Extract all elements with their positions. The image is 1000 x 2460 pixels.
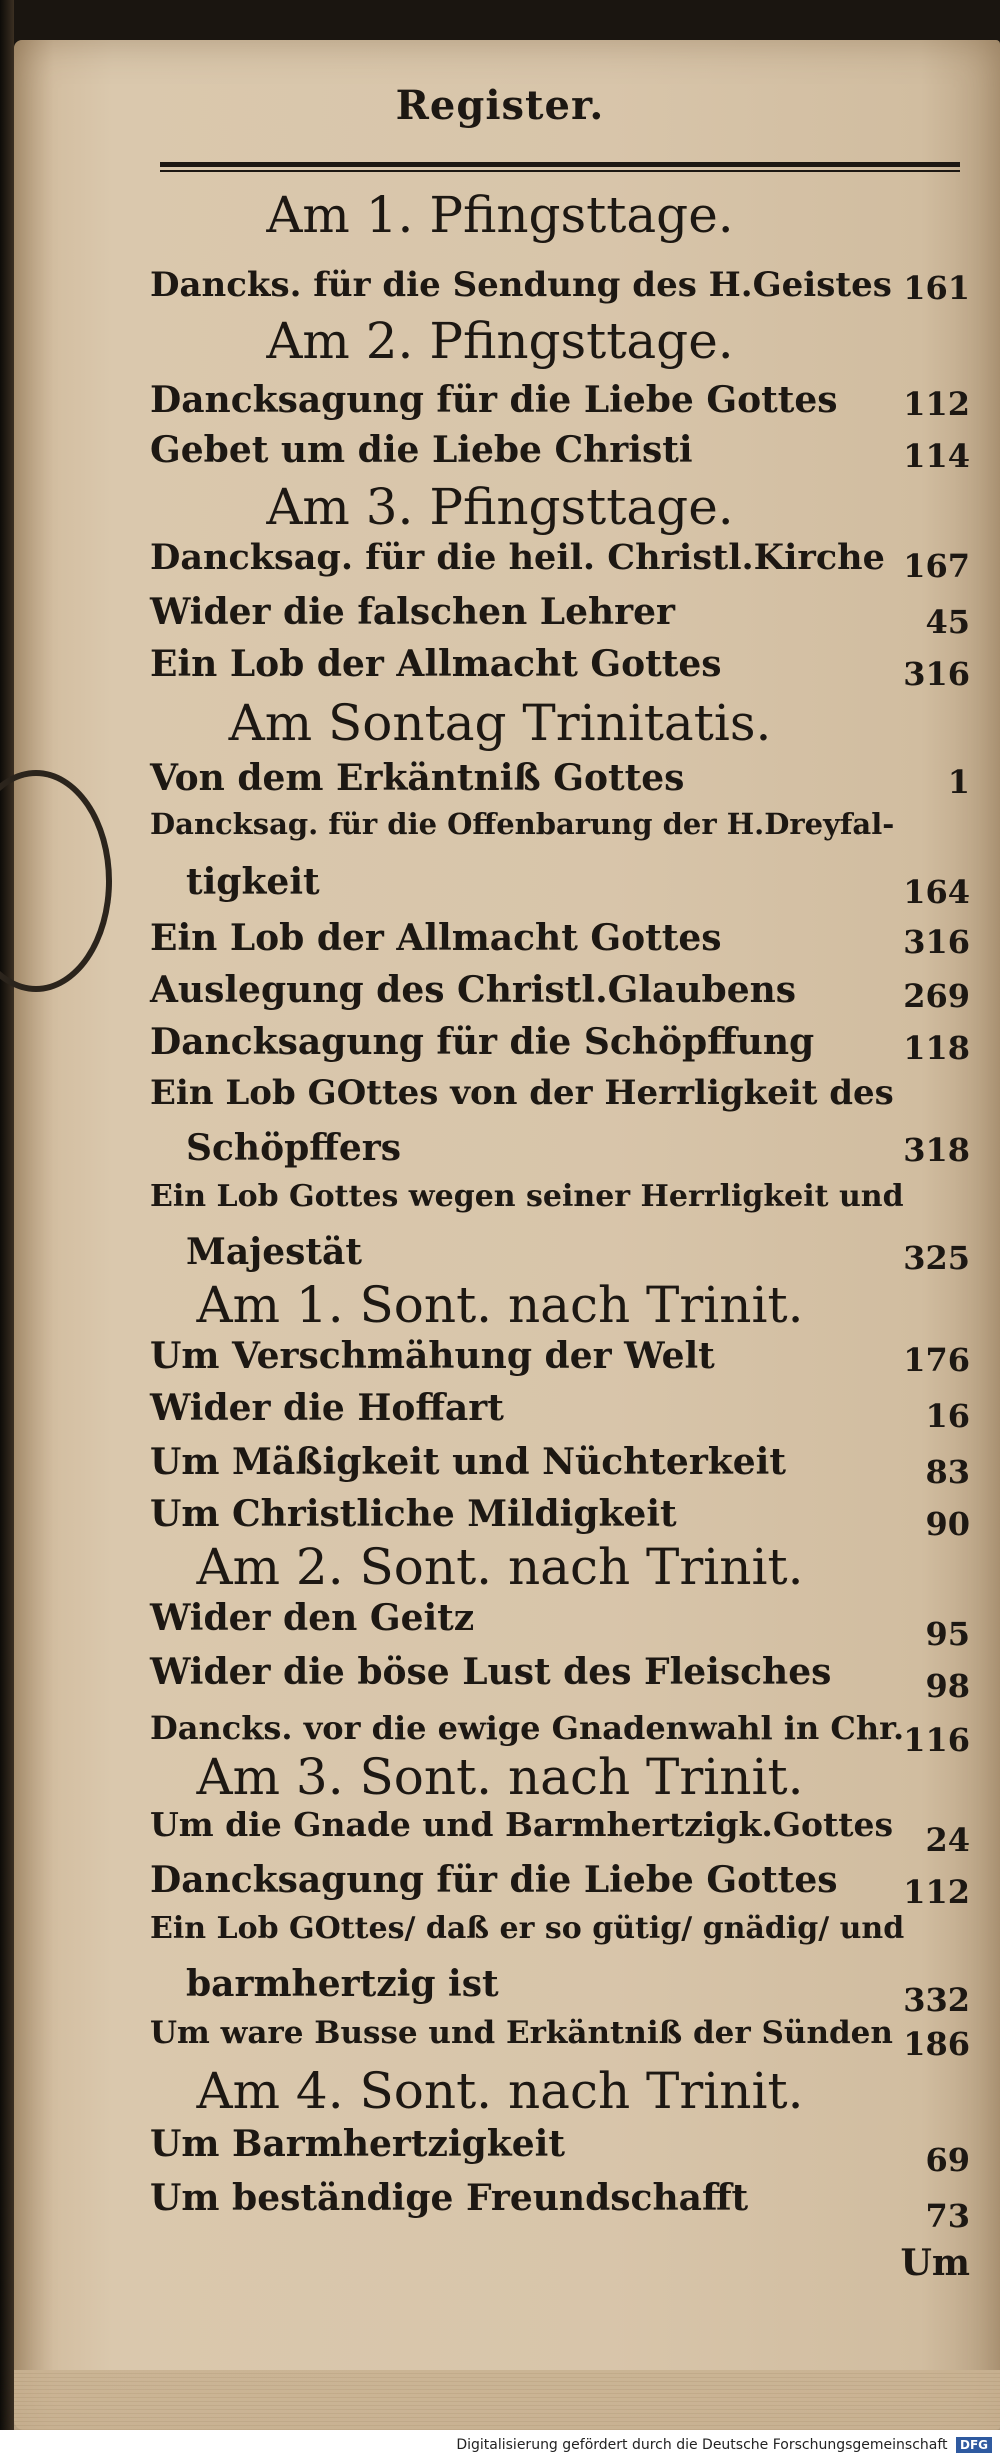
register-entry: Ein Lob der Allmacht Gottes — [150, 643, 722, 685]
page-number: 24 — [925, 1821, 970, 1859]
register-entry: Wider die falschen Lehrer — [150, 591, 676, 633]
register-entry: Ein Lob der Allmacht Gottes — [150, 917, 722, 959]
register-entry-continuation: Majestät — [186, 1231, 362, 1273]
section-heading: Am 2. Sont. nach Trinit. — [196, 1538, 804, 1596]
register-entry: Um ware Busse und Erkäntniß der Sünden — [150, 2015, 893, 2051]
register-entry-continuation: barmhertzig ist — [186, 1963, 499, 2005]
register-entry: Dancks. vor die ewige Gnadenwahl in Chr. — [150, 1709, 905, 1747]
page-stack-edge — [14, 2370, 1000, 2430]
register-entry: Dancksag. für die Offenbarung der H.Dreyfal- — [150, 807, 895, 841]
page-number: 73 — [925, 2197, 970, 2235]
register-entry: Um die Gnade und Barmhertzigk.Gottes — [150, 1805, 894, 1844]
page-number: 325 — [903, 1239, 970, 1277]
register-entry: Um Christliche Mildigkeit — [150, 1493, 677, 1535]
register-entry: Ein Lob GOttes von der Herrligkeit des — [150, 1073, 894, 1113]
page-number: 98 — [925, 1667, 970, 1705]
section-heading: Am 1. Sont. nach Trinit. — [196, 1276, 804, 1334]
register-entry: Auslegung des Christl.Glaubens — [150, 969, 797, 1011]
page-number: 176 — [903, 1341, 970, 1379]
page-number: 1 — [947, 763, 970, 801]
page-header: Register. — [395, 82, 605, 129]
register-entry: Um beständige Freundschafft — [150, 2177, 749, 2219]
section-heading: Am 2. Pfingsttage. — [266, 312, 734, 370]
register-entry: Dancks. für die Sendung des H.Geistes — [150, 265, 892, 305]
page-number: 45 — [925, 603, 970, 641]
header-rule — [160, 162, 960, 167]
page-number: 186 — [903, 2025, 970, 2063]
footer-text: Digitalisierung gefördert durch die Deutsche Forschungsgemeinschaft — [456, 2437, 948, 2453]
register-entry: Ein Lob Gottes wegen seiner Herrligkeit und — [150, 1179, 904, 1214]
page-number: 90 — [925, 1505, 970, 1543]
dfg-logo: DFG — [956, 2437, 992, 2453]
page-number: 332 — [903, 1981, 970, 2019]
page-number: 116 — [903, 1721, 970, 1759]
page-number: 316 — [903, 655, 970, 693]
page-number: 269 — [903, 977, 970, 1015]
page-number: 112 — [903, 1873, 970, 1911]
page-number: 118 — [903, 1029, 970, 1067]
register-entry: Dancksagung für die Liebe Gottes — [150, 379, 838, 421]
register-entry-continuation: tigkeit — [186, 861, 320, 903]
register-entry: Dancksag. für die heil. Christl.Kirche — [150, 537, 885, 578]
register-entry: Ein Lob GOttes/ daß er so gütig/ gnädig/ und — [150, 1911, 905, 1946]
section-heading: Am Sontag Trinitatis. — [228, 694, 772, 752]
header-rule-thin — [160, 170, 960, 172]
page-number: 316 — [903, 923, 970, 961]
register-entry: Dancksagung für die Schöpffung — [150, 1021, 815, 1063]
page-number: 161 — [903, 269, 970, 307]
section-heading: Am 3. Sont. nach Trinit. — [196, 1748, 804, 1806]
page-number: 167 — [903, 547, 970, 585]
page-number: 112 — [903, 385, 970, 423]
register-entry: Wider die böse Lust des Fleisches — [150, 1651, 832, 1693]
section-heading: Am 1. Pfingsttage. — [266, 186, 734, 244]
digitization-footer — [0, 2430, 1000, 2460]
section-heading: Am 3. Pfingsttage. — [266, 478, 734, 536]
page-number: 114 — [903, 437, 970, 475]
register-entry: Gebet um die Liebe Christi — [150, 429, 693, 471]
page-number: 95 — [925, 1615, 970, 1653]
register-entry: Dancksagung für die Liebe Gottes — [150, 1859, 838, 1901]
page-number: 83 — [925, 1453, 970, 1491]
catchword: Um — [900, 2242, 970, 2284]
register-entry: Um Verschmähung der Welt — [150, 1335, 715, 1377]
section-heading: Am 4. Sont. nach Trinit. — [196, 2062, 804, 2120]
page-number: 164 — [903, 873, 970, 911]
page-number: 318 — [903, 1131, 970, 1169]
register-entry: Wider den Geitz — [150, 1597, 475, 1639]
register-entry: Von dem Erkäntniß Gottes — [150, 757, 685, 799]
register-entry: Um Barmhertzigkeit — [150, 2123, 565, 2165]
register-entry: Um Mäßigkeit und Nüchterkeit — [150, 1441, 786, 1483]
page-number: 16 — [925, 1397, 970, 1435]
page-number: 69 — [925, 2141, 970, 2179]
register-entry: Wider die Hoffart — [150, 1387, 504, 1429]
register-entry-continuation: Schöpffers — [186, 1127, 401, 1169]
